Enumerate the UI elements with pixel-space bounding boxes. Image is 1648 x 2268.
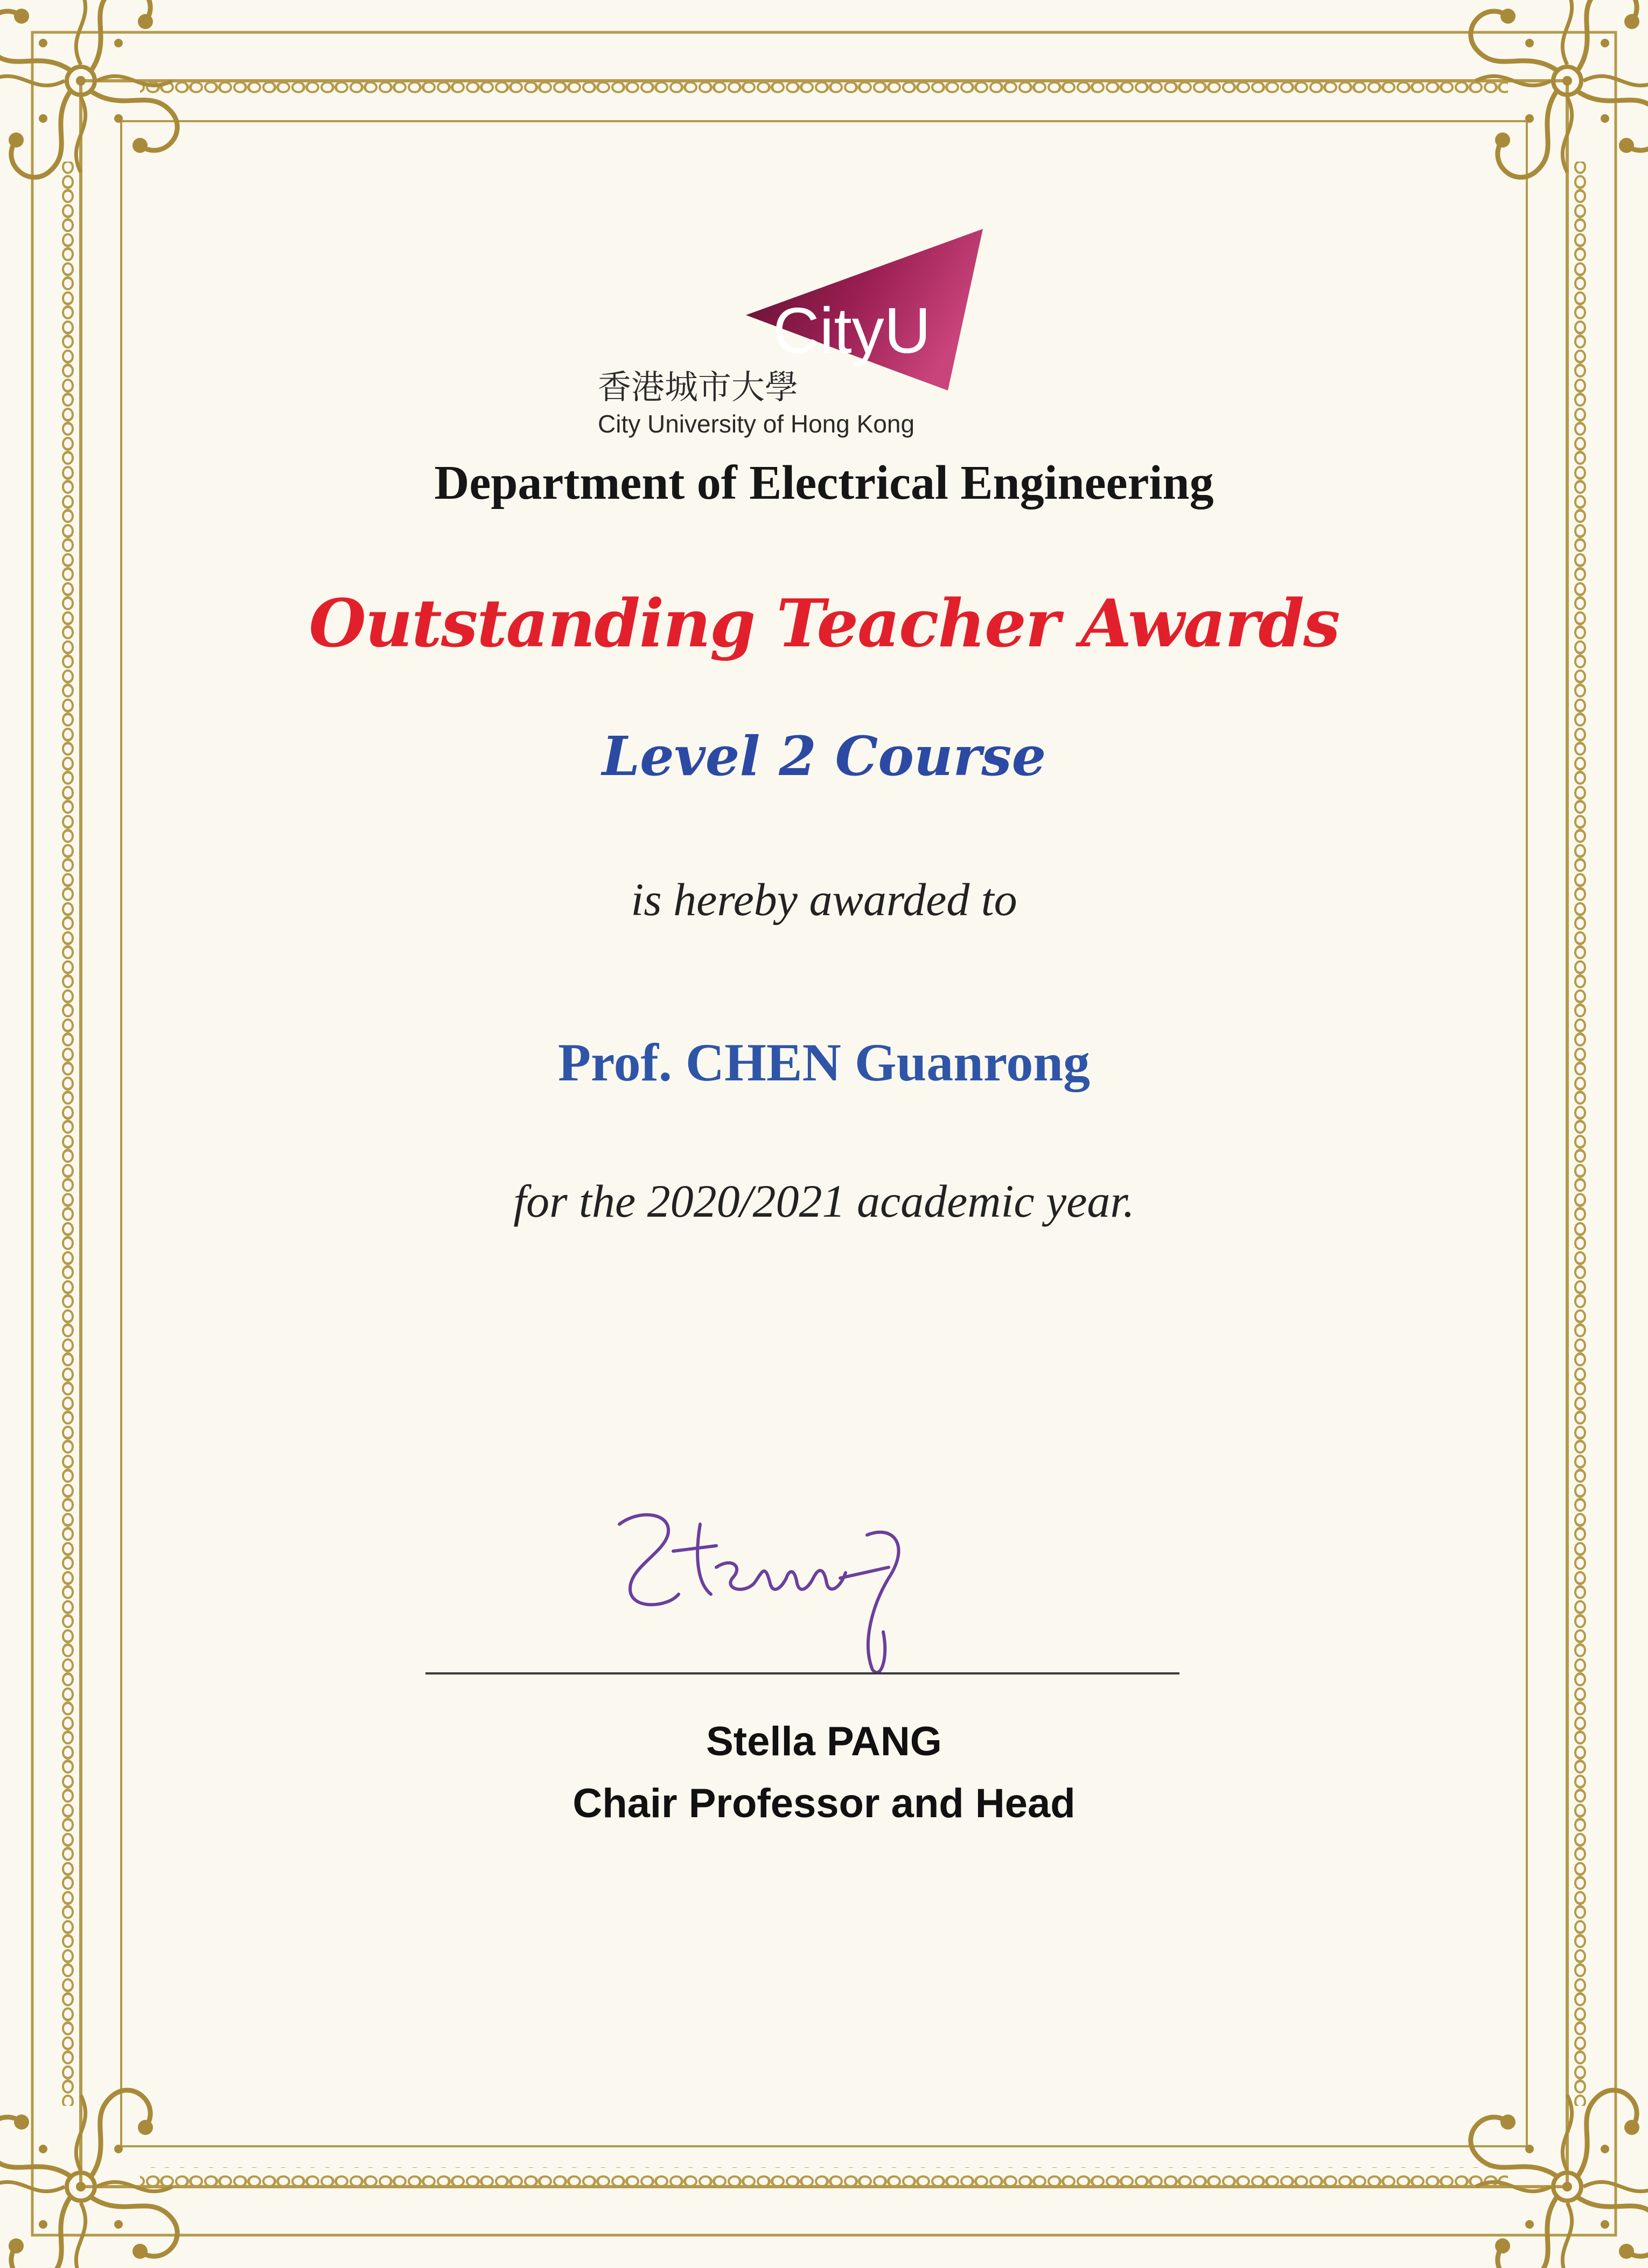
logo-chinese-name: 香港城市大學: [598, 367, 799, 407]
cityu-logo: [595, 229, 983, 439]
logo-english-name: City University of Hong Kong: [598, 410, 915, 438]
hereby-text: is hereby awarded to: [631, 874, 1017, 925]
recipient-name: Prof. CHEN Guanrong: [557, 1032, 1091, 1092]
logo-wordmark: CityU: [773, 295, 931, 367]
academic-year-text: for the 2020/2021 academic year.: [513, 1175, 1135, 1227]
department-name: Department of Electrical Engineering: [434, 456, 1214, 510]
signature: [609, 1503, 942, 1680]
signatory-name: Stella PANG: [706, 1719, 942, 1764]
signature-line: [425, 1672, 1179, 1674]
award-title: Outstanding Teacher Awards: [309, 584, 1339, 662]
signatory-title: Chair Professor and Head: [572, 1781, 1076, 1826]
award-level: Level 2 Course: [602, 724, 1046, 788]
